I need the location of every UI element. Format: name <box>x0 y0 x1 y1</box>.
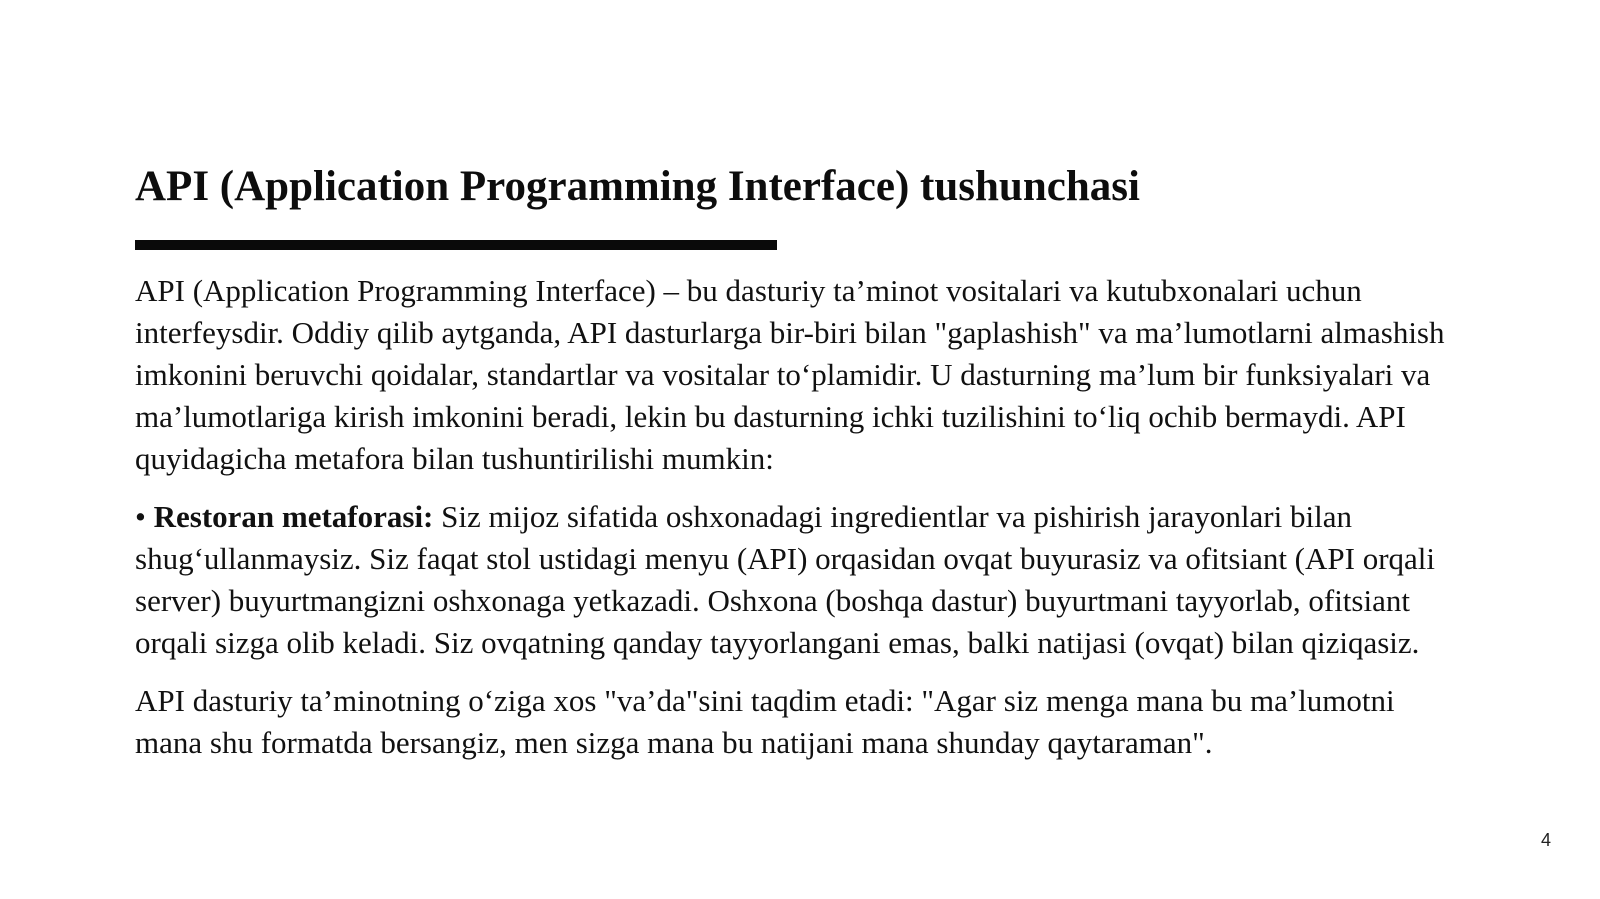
title-underline <box>135 240 777 250</box>
slide-title: API (Application Programming Interface) tushunchasi <box>135 163 1140 210</box>
page-number: 4 <box>1541 830 1552 850</box>
bullet-marker: • <box>135 499 146 534</box>
intro-paragraph: API (Application Programming Interface) – bu dasturiy ta’minot vositalari va kutubxonalari uchun interfeysdir. Oddiy qilib aytganda, API dasturlarga bir-biri bilan "gaplashish" va ma’lumotlarni almashish imkonini beruvchi qoidalar, standartlar va vositalar to‘plamidir. U dasturning ma’lum bir funksiyalari va ma’lumotlariga kirish imkonini beradi, lekin bu dasturning ichki tuzilishini to‘liq ochib bermaydi. API quyidagicha metafora bilan tushuntirilishi mumkin: <box>135 273 1445 476</box>
closing-paragraph: API dasturiy ta’minotning o‘ziga xos "va’da"sini taqdim etadi: "Agar siz menga mana bu ma’lumotni mana shu formatda bersangiz, men sizga mana bu natijani mana shunday qaytaraman". <box>135 683 1395 760</box>
slide-body <box>135 270 1465 780</box>
bullet-item <box>135 496 1465 664</box>
bullet-term: Restoran metaforasi: <box>153 499 434 534</box>
bullet-text: Siz mijoz sifatida oshxonadagi ingredientlar va pishirish jarayonlari bilan shug‘ullanmaysiz. Siz faqat stol ustidagi menyu (API) orqasidan ovqat buyurasiz va ofitsiant (API orqali server) buyurtmangizni oshxonaga yetkazadi. Oshxona (boshqa dastur) buyurtmani tayyorlab, ofitsiant orqali sizga olib keladi. Siz ovqatning qanday tayyorlangani emas, balki natijasi (ovqat) bilan qiziqasiz. <box>135 499 1436 660</box>
